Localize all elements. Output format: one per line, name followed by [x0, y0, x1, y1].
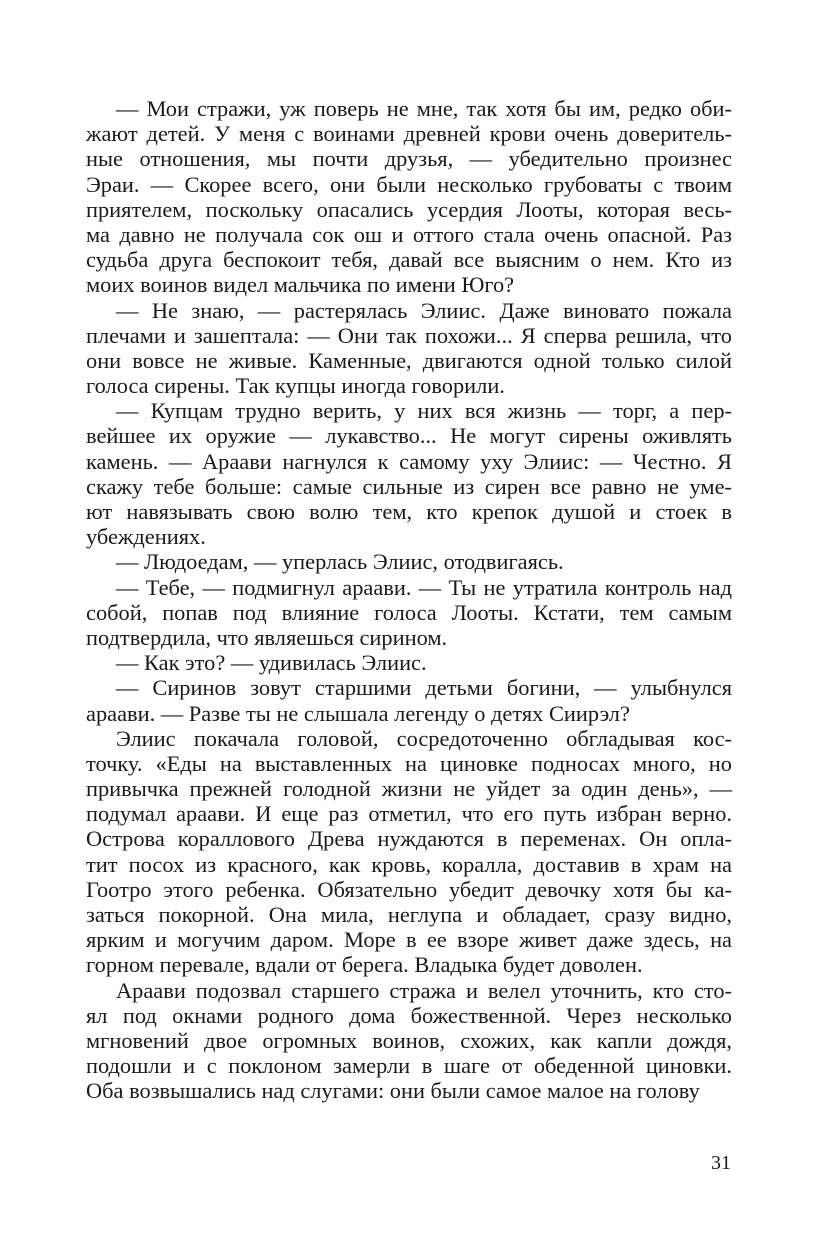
- text-line: ные отношения, мы почти друзья, — убедительно произнес: [86, 146, 732, 172]
- paragraph: [86, 96, 732, 298]
- text-line: убеждениях.: [86, 524, 206, 550]
- text-line: ют навязывать свою волю тем, кто крепок душой и стоек в: [86, 499, 732, 524]
- text-line: голоса сирены. Так купцы иногда говорили.: [86, 373, 505, 399]
- text-line: Эраи. — Скорее всего, они были несколько грубоваты с твоим: [86, 171, 732, 197]
- text-line: — Сиринов зовут старшими детьми богини, — улыбнулся: [116, 675, 732, 701]
- paragraph: [86, 575, 732, 651]
- text-line: — Купцам трудно верить, у них вся жизнь — торг, а пер-: [116, 398, 732, 424]
- text-line: они вовсе не живые. Каменные, двигаются одной только силой: [86, 347, 732, 373]
- text-line: мгновений двое огромных воинов, схожих, как капли дождя,: [86, 1027, 732, 1053]
- paragraph: [86, 675, 732, 725]
- text-line: Гоотро этого ребенка. Обязательно убедит девочку хотя бы ка-: [86, 876, 732, 902]
- text-line: — Как это? — удивилась Элиис.: [116, 650, 427, 676]
- page-number: 31: [711, 1152, 731, 1174]
- text-line: горном перевале, вдали от берега. Владыка будет доволен.: [86, 952, 643, 978]
- text-line: Араави подозвал старшего стража и велел уточнить, кто сто-: [116, 977, 732, 1003]
- text-line: моих воинов видел мальчика по имени Юго?: [86, 272, 515, 298]
- text-line: — Людоедам, — уперлась Элиис, отодвигаясь.: [116, 549, 564, 575]
- text-line: вейшее их оружие — лукавство... Не могут сирены оживлять: [86, 423, 732, 449]
- text-line: точку. «Еды на выставленных на циновке подносах много, но: [86, 750, 732, 776]
- text-line: Острова кораллового Древа нуждаются в переменах. Он опла-: [86, 826, 732, 852]
- paragraph: [86, 726, 732, 978]
- text-line: подошли и с поклоном замерли в шаге от обеденной циновки.: [86, 1053, 732, 1079]
- text-line: приятелем, поскольку опасались усердия Лооты, которая весь-: [86, 196, 732, 222]
- text-line: подтвердила, что являешься сирином.: [86, 624, 448, 650]
- paragraph: [86, 298, 732, 399]
- text-line: арaави. — Разве ты не слышала легенду о детях Сиирэл?: [86, 700, 630, 726]
- paragraph: [86, 650, 732, 675]
- text-column: [86, 96, 732, 1104]
- text-line: жают детей. У меня с воинами древней крови очень доверитель-: [86, 121, 732, 147]
- text-line: подумал арaави. И еще раз отметил, что его путь избран верно.: [86, 801, 732, 827]
- text-line: скажу тебе больше: самые сильные из сирен все равно не уме-: [86, 473, 732, 499]
- text-line: заться покорной. Она мила, неглупа и обладает, сразу видно,: [86, 902, 732, 927]
- text-line: ма давно не получала сок ош и оттого стала очень опасной. Раз: [86, 221, 732, 247]
- text-line: судьба друга беспокоит тебя, давай все выясним о нем. Кто из: [86, 247, 732, 273]
- text-line: собой, попав под влияние голоса Лооты. Кстати, тем самым: [86, 599, 732, 625]
- text-line: — Мои стражи, уж поверь не мне, так хотя бы им, редко оби-: [116, 96, 732, 121]
- text-line: ярким и могучим даром. Море в ее взоре живет даже здесь, на: [86, 927, 732, 953]
- text-line: — Не знаю, — растерялась Элиис. Даже виновато пожала: [116, 297, 732, 323]
- text-line: Элиис покачала головой, сосредоточенно обгладывая кос-: [116, 725, 732, 751]
- text-line: Оба возвышались над слугами: они были самое малое на голову: [86, 1078, 700, 1104]
- text-line: ял под окнами родного дома божественной. Через несколько: [86, 1002, 732, 1028]
- text-line: — Тебе, — подмигнул арaави. — Ты не утратила контроль над: [116, 574, 732, 600]
- text-line: тит посох из красного, как кровь, коралла, доставив в храм на: [86, 851, 732, 877]
- text-line: плечами и зашептала: — Они так похожи... Я сперва решила, что: [86, 322, 732, 348]
- text-line: камень. — Араави нагнулся к самому уху Элиис: — Честно. Я: [86, 448, 732, 474]
- text-line: привычка прежней голодной жизни не уйдет за один день», —: [86, 776, 732, 802]
- paragraph: [86, 978, 732, 1104]
- paragraph: [86, 398, 732, 549]
- paragraph: [86, 549, 732, 574]
